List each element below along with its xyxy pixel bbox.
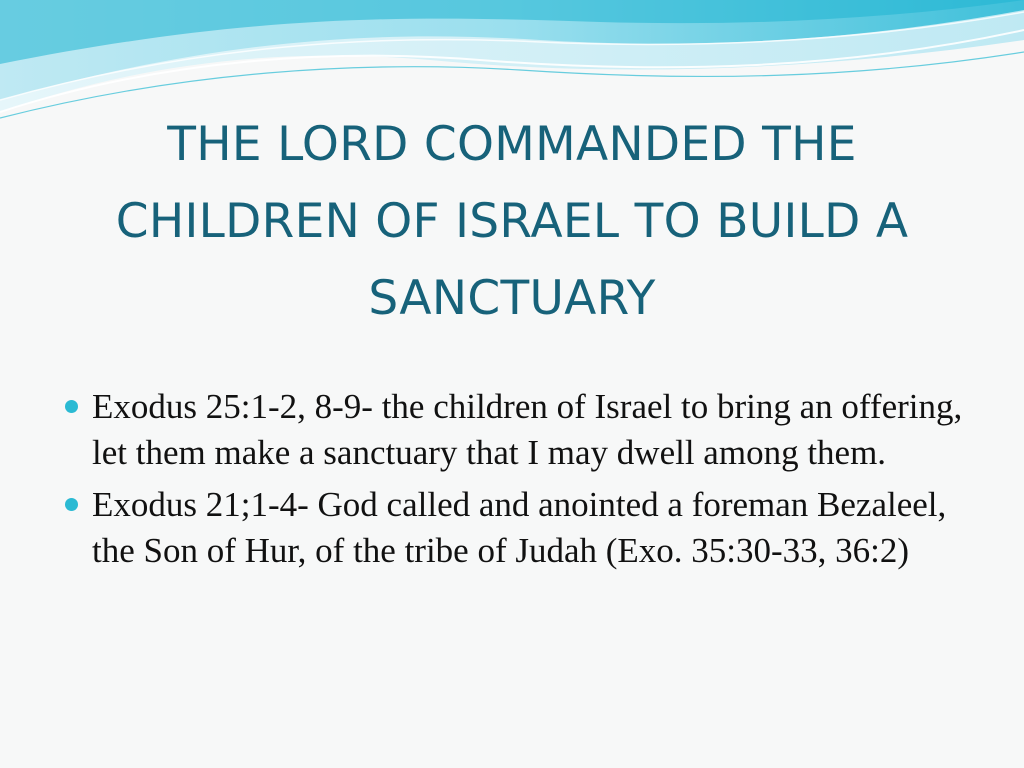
- slide-title: THE LORD COMMANDED THE CHILDREN OF ISRAEL TO BUILD A SANCTUARY: [115, 117, 909, 326]
- bullet-item: [62, 482, 972, 574]
- bullet-dot-icon: [65, 498, 78, 511]
- bullet-list: [62, 384, 972, 580]
- bullet-dot-icon: [65, 400, 78, 413]
- bullet-text: Exodus 21;1-4- God called and anointed a foreman Bezaleel, the Son of Hur, of the tribe of Judah (Exo. 35:30-33, 36:2): [92, 485, 947, 570]
- bullet-text: Exodus 25:1-2, 8-9- the children of Israel to bring an offering, let them make a sanctuary that I may dwell among them.: [92, 387, 963, 472]
- bullet-item: [62, 384, 972, 476]
